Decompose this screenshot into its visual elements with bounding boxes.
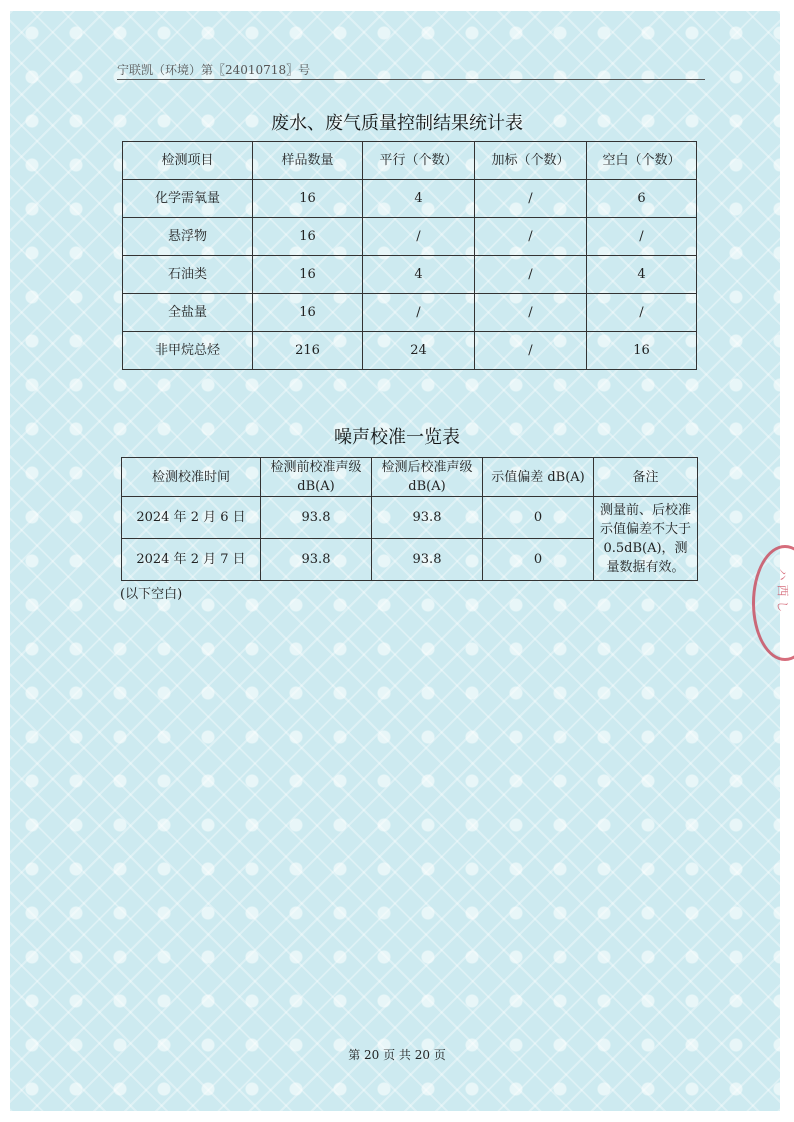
table-header-row (123, 142, 697, 180)
table-row (123, 180, 697, 218)
table-cell: 16 (253, 294, 363, 332)
column-header: 加标（个数） (475, 142, 587, 180)
column-header: 空白（个数） (587, 142, 697, 180)
level-before: 93.8 (261, 539, 372, 581)
column-header: 示值偏差 dB(A) (483, 458, 594, 497)
column-header: 检测后校准声级 dB(A) (372, 458, 483, 497)
noise-table-title: 噪声校准一览表 (334, 427, 460, 448)
qc-results-table (122, 141, 697, 370)
deviation: 0 (483, 497, 594, 539)
column-header: 检测项目 (123, 142, 253, 180)
table-row (123, 294, 697, 332)
qc-table-title: 废水、废气质量控制结果统计表 (271, 113, 523, 134)
table-cell: 216 (253, 332, 363, 370)
table-cell: / (363, 218, 475, 256)
table-header-row (122, 458, 698, 497)
table-cell: / (587, 294, 697, 332)
table-cell: / (475, 218, 587, 256)
table-cell: / (475, 180, 587, 218)
calibration-date: 2024 年 2 月 6 日 (122, 497, 261, 539)
table-row (123, 256, 697, 294)
report-reference-number: 宁联凯（环境）第〖24010718〗号 (117, 63, 311, 77)
table-cell: / (363, 294, 475, 332)
level-after: 93.8 (372, 497, 483, 539)
noise-calibration-table (121, 457, 698, 581)
level-after: 93.8 (372, 539, 483, 581)
remark-cell: 测量前、后校准示值偏差不大于 0.5dB(A)，测量数据有效。 (594, 497, 698, 581)
table-cell: 16 (253, 218, 363, 256)
table-cell: 24 (363, 332, 475, 370)
table-cell: / (475, 256, 587, 294)
column-header: 检测校准时间 (122, 458, 261, 497)
table-cell: 悬浮物 (123, 218, 253, 256)
deviation: 0 (483, 539, 594, 581)
table-cell: 4 (363, 180, 475, 218)
column-header: 平行（个数） (363, 142, 475, 180)
table-cell: / (475, 294, 587, 332)
table-row (122, 497, 698, 539)
table-cell: 非甲烷总烃 (123, 332, 253, 370)
column-header: 备注 (594, 458, 698, 497)
table-cell: 4 (587, 256, 697, 294)
stamp-text: ハ 西 し (775, 568, 790, 613)
table-cell: 16 (253, 256, 363, 294)
level-before: 93.8 (261, 497, 372, 539)
table-row (123, 218, 697, 256)
table-cell: 石油类 (123, 256, 253, 294)
page-number-footer: 第 20 页 共 20 页 (348, 1048, 446, 1062)
table-cell: 16 (587, 332, 697, 370)
column-header: 样品数量 (253, 142, 363, 180)
table-cell: / (587, 218, 697, 256)
table-cell: 16 (253, 180, 363, 218)
header-rule (117, 79, 705, 80)
table-cell: 4 (363, 256, 475, 294)
calibration-date: 2024 年 2 月 7 日 (122, 539, 261, 581)
table-row (123, 332, 697, 370)
blank-below-note: (以下空白) (120, 587, 183, 602)
table-cell: 全盐量 (123, 294, 253, 332)
table-cell: 化学需氧量 (123, 180, 253, 218)
table-cell: 6 (587, 180, 697, 218)
column-header: 检测前校准声级 dB(A) (261, 458, 372, 497)
table-cell: / (475, 332, 587, 370)
